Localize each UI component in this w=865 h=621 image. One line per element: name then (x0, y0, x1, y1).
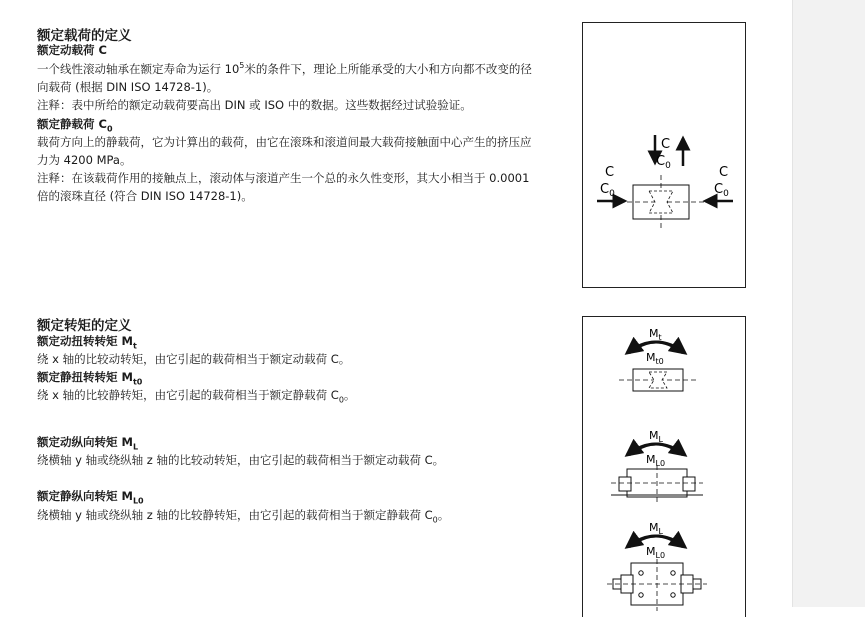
label-mt0: $M_{t0}$ (646, 351, 664, 366)
label-c-right: C (719, 165, 729, 180)
page-side-gutter (792, 0, 865, 607)
end-seal-right (683, 477, 695, 491)
label-ml: $M_L$ (649, 429, 663, 444)
ml-text: 绕横轴 y 轴或绕纵轴 z 轴的比较动转矩，由它引起的载荷相当于额定动载荷 C。 (37, 453, 445, 467)
torque-diagram-figure (582, 316, 746, 617)
heading-ml: 额定动纵向转矩 $M_L$ (37, 435, 139, 452)
end-seal-left (619, 477, 631, 491)
heading-mt0: 额定静扭转转矩 $M_{t0}$ (37, 370, 143, 387)
heading-dynamic-load: 额定动载荷 C (37, 43, 107, 57)
heading-static-load: 额定静载荷 $C_0$ (37, 117, 113, 134)
dynamic-load-text-line1: 一个线性滚动轴承在额定寿命为运行 $10^5$米的条件下，理论上所能承受的大小和方向都不改变的径 (37, 61, 532, 76)
label-mt: $M_t$ (649, 327, 662, 342)
label-ml-2: $M_L$ (649, 521, 663, 536)
section-title-torque: 额定转矩的定义 (37, 318, 132, 334)
ml0-text: 绕横轴 y 轴或绕纵轴 z 轴的比较静转矩，由它引起的载荷相当于额定静载荷 $C_0$。 (37, 508, 450, 525)
label-ml0-2: $M_{L0}$ (646, 545, 666, 560)
load-diagram (583, 23, 745, 287)
label-c-top: C (661, 137, 671, 152)
label-c0-right: $C_0$ (714, 182, 729, 199)
torque-diagram (583, 317, 745, 617)
static-load-text-line2: 力为 4200 MPa。 (37, 153, 132, 167)
label-c0-left: $C_0$ (600, 182, 615, 199)
static-load-note-line1: 注释：在该载荷作用的接触点上，滚动体与滚道产生一个总的永久性变形，其大小相当于 0.0001 (37, 171, 530, 185)
dynamic-load-note: 注释：表中所给的额定动载荷要高出 DIN 或 ISO 中的数据。这些数据经过试验验证。 (37, 98, 472, 112)
dynamic-load-text-line2: 向载荷 (根据 DIN ISO 14728-1)。 (37, 80, 219, 94)
heading-ml0: 额定静纵向转矩 $M_{L0}$ (37, 489, 144, 506)
static-load-text-line1: 载荷方向上的静载荷，它为计算出的载荷，由它在滚珠和滚道间最大载荷接触面中心产生的挤压应 (37, 135, 532, 149)
label-c-left: C (605, 165, 615, 180)
mt0-text: 绕 x 轴的比较静转矩，由它引起的载荷相当于额定静载荷 $C_0$。 (37, 388, 356, 405)
label-c0-top: $C_0$ (656, 154, 671, 171)
label-ml0: $M_{L0}$ (646, 453, 666, 468)
static-load-note-line2: 倍的滚珠直径 (符合 DIN ISO 14728-1)。 (37, 189, 253, 203)
load-diagram-figure (582, 22, 746, 288)
mt-text: 绕 x 轴的比较动转矩，由它引起的载荷相当于额定动载荷 C。 (37, 352, 351, 366)
heading-mt: 额定动扭转转矩 $M_t$ (37, 334, 137, 351)
section-title-load: 额定载荷的定义 (37, 28, 132, 44)
